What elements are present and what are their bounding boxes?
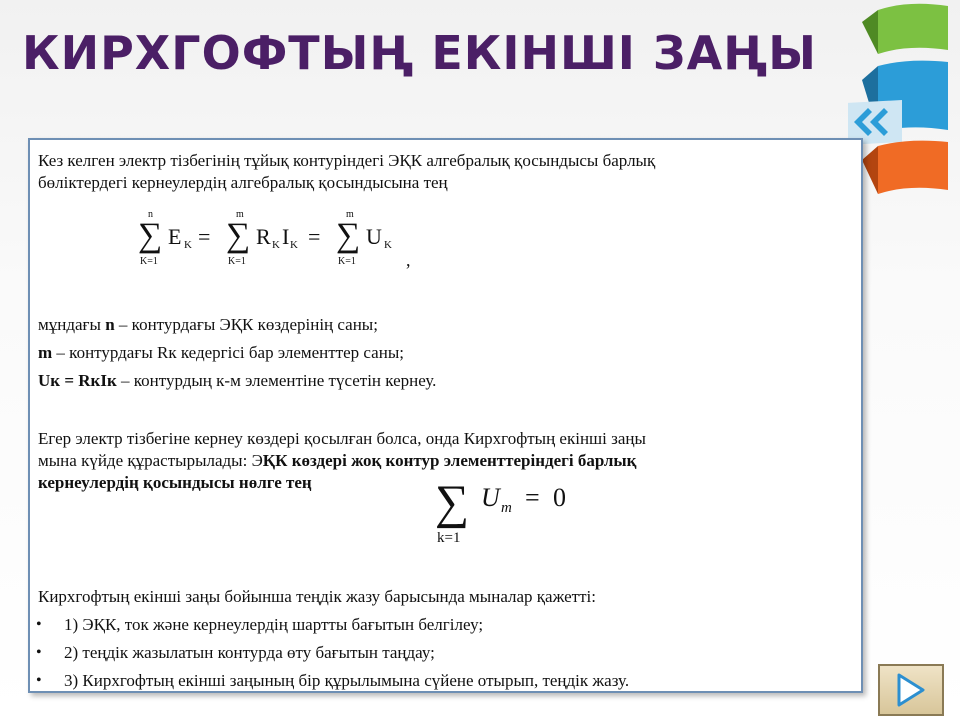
formula1-comma: , xyxy=(406,250,411,270)
paragraph-2-line-3: кернеулердің қосындысы нөлге тең xyxy=(38,473,312,492)
definition-m: m – контурдағы Rк кедергісі бар элементтер саны; xyxy=(38,343,404,362)
formula1-sigma-2: ∑ xyxy=(226,217,251,254)
formula1-term-e: E xyxy=(168,224,182,249)
bullet-icon: • xyxy=(36,644,42,661)
formula1-sub-3: K xyxy=(384,239,392,251)
paragraph-2-line-1: Егер электр тізбегіне кернеу көздері қосылған болса, онда Кирхгофтың екінші заңы xyxy=(38,429,646,448)
bullet-icon: • xyxy=(36,672,42,689)
formula1-upper-m2: m xyxy=(346,209,354,220)
intro-line-2: бөліктердегі кернеулердің алгебралық қосындысына тең xyxy=(38,173,448,192)
formula1-lower-1: K=1 xyxy=(140,256,158,267)
formula2-term-u: U xyxy=(481,483,500,512)
formula1-lower-2: K=1 xyxy=(228,256,246,267)
formula2-eq: = xyxy=(525,483,540,512)
formula1-sub-2a: K xyxy=(272,239,280,251)
rules-intro: Кирхгофтың екінші заңы бойынша теңдік жазу барысында мыналар қажетті: xyxy=(38,587,596,606)
definition-n: мұндағы n – контурдағы ЭҚК көздерінің саны; xyxy=(38,315,378,334)
formula2-sub-m: m xyxy=(501,500,512,516)
definition-u: Uк = RкIк – контурдың к-м элементіне түсетін кернеу. xyxy=(38,371,437,390)
formula1-eq-1: = xyxy=(198,224,211,249)
decorative-ribbon xyxy=(848,0,960,240)
next-slide-button[interactable] xyxy=(878,664,944,716)
list-item-text: 3) Кирхгофтың екінші заңының бір құрылымына сүйене отырып, теңдік жазу. xyxy=(64,671,630,690)
play-triangle-icon xyxy=(896,672,926,708)
paragraph-2-line-2: мына күйде құрастырылады: ЭҚК көздері жоқ контур элементтеріндегі барлық xyxy=(38,451,637,470)
list-item-text: 1) ЭҚК, ток және кернеулердің шартты бағытын белгілеу; xyxy=(64,615,484,634)
formula1-sigma-1: ∑ xyxy=(138,217,163,254)
bullet-icon: • xyxy=(36,616,42,633)
formula2-rhs: 0 xyxy=(553,483,566,512)
formula1-term-u: U xyxy=(366,224,382,249)
slide-title: КИРХГОФТЫҢ ЕКІНШІ ЗАҢЫ xyxy=(22,26,817,80)
formula1-term-r: R xyxy=(256,224,271,249)
formula1-eq-2: = xyxy=(308,224,321,249)
formula-emf-sum xyxy=(138,206,468,270)
formula1-lower-3: K=1 xyxy=(338,256,356,267)
intro-line-1: Кез келген электр тізбегінің тұйық контуріндегі ЭҚК алгебралық қосындысы барлық xyxy=(38,151,656,170)
formula1-sigma-3: ∑ xyxy=(336,217,361,254)
list-item-text: 2) теңдік жазылатын контурда өту бағытын таңдау; xyxy=(64,643,435,662)
formula1-term-i: I xyxy=(282,224,290,249)
formula1-upper-m1: m xyxy=(236,209,244,220)
formula1-sub-2b: K xyxy=(290,239,298,251)
formula2-lower: k=1 xyxy=(437,530,461,546)
formula1-sub-1: K xyxy=(184,239,192,251)
content-box xyxy=(28,138,863,693)
formula2-sigma: ∑ xyxy=(435,476,470,529)
formula-kvl-zero xyxy=(435,466,595,546)
formula1-upper-n: n xyxy=(148,209,153,220)
